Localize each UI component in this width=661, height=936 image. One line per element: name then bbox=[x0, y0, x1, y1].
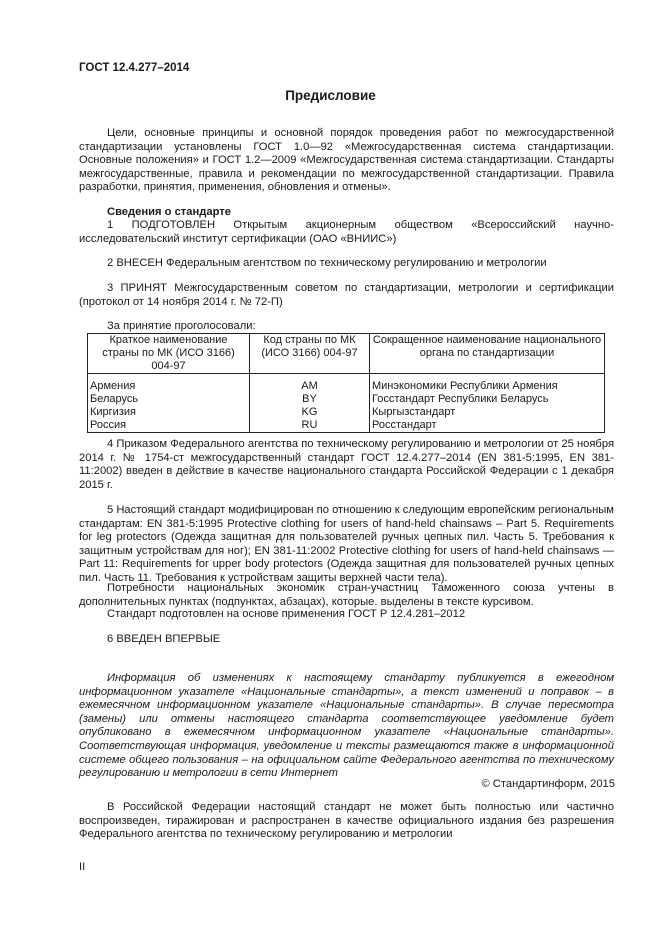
cell-body: Росстандарт bbox=[370, 419, 605, 433]
legal-notice: В Российской Федерации настоящий стандарт не может быть полностью или частично воспроизведен, тиражирован и распространен в качестве официального издания без разрешения Федерального агентства по техническому регулированию и метрологии bbox=[79, 801, 614, 841]
cell-body: Кыргызстандарт bbox=[370, 406, 605, 419]
votes-label: За принятие проголосовали: bbox=[107, 320, 256, 332]
header-country: Краткое наименование страны по МК (ИСО 3166) 004-97 bbox=[88, 334, 250, 374]
intro-paragraph: Цели, основные принципы и основной порядок проведения работ по межгосударственной стандартизации установлены ГОСТ 1.0—92 «Межгосударственная система стандартизации. Основные положения» и ГОСТ 1.2—2009 «Межгосударственная система стандартизации. Стандарты межгосударственные, правила и рекомендации по межгосударственной стандартизации. Правила разработки, принятия, применения, обновления и отмены». bbox=[79, 127, 614, 194]
table-row bbox=[88, 380, 605, 393]
votes-table bbox=[87, 333, 605, 433]
cell-body: Госстандарт Республики Беларусь bbox=[370, 393, 605, 406]
item-4: 4 Приказом Федерального агентства по техническому регулированию и метрологии от 25 ноября 2014 г. № 1754-ст межгосударственный стандарт ГОСТ 12.4.277–2014 (EN 381-5:1995, EN 381-11:2002) введен в действие в качестве национального стандарта Российской Федерации с 1 декабря 2015 г. bbox=[79, 438, 614, 491]
page-number: II bbox=[79, 861, 86, 873]
cell-code: BY bbox=[250, 393, 370, 406]
item-1: 1 ПОДГОТОВЛЕН Открытым акционерным обществом «Всероссийский научно-исследовательский институт сертификации (ОАО «ВНИИС») bbox=[79, 219, 614, 245]
table-row bbox=[88, 406, 605, 419]
table-row bbox=[88, 393, 605, 406]
document-code: ГОСТ 12.4.277–2014 bbox=[79, 62, 190, 74]
cell-code: KG bbox=[250, 406, 370, 419]
cell-code: AM bbox=[250, 380, 370, 393]
table-row bbox=[88, 419, 605, 433]
cell-country: Армения bbox=[88, 380, 250, 393]
item-5-basis: Стандарт подготовлен на основе применения ГОСТ Р 12.4.281–2012 bbox=[107, 608, 466, 620]
cell-country: Россия bbox=[88, 419, 250, 433]
notice-paragraph: Информация об изменениях к настоящему стандарту публикуется в ежегодном информационном указателе «Национальные стандарты», а текст изменений и поправок – в ежемесячном информационном указателе «Национальные стандарты». В случае пересмотра (замены) или отмены настоящего стандарта соответствующее уведомление будет опубликовано в ежемесячном информационном указателе «Национальные стандарты». Соответствующая информация, уведомление и тексты размещаются также в информационной системе общего пользования – на официальном сайте Федерального агентства по техническому регулированию и метрологии в сети Интернет bbox=[79, 672, 614, 780]
item-5: 5 Настоящий стандарт модифицирован по отношению к следующим европейским региональным стандартам: EN 381-5:1995 Protective clothing for users of hand-held chainsaws – Part 5. Requirements for leg protectors (Одежда защитная для пользователей ручных цепных пил. Часть 5. Требования к защитным устройствам для ног); EN 381-11:2002 Protective clothing for users of hand-held chainsaws — Part 11: Requirements for upper body protectors (Одежда защитная для пользователей ручных цепных пил. Часть 11. Требования к устройствам защиты верхней части тела). bbox=[79, 504, 614, 584]
cell-body: Минэкономики Республики Армения bbox=[370, 380, 605, 393]
page-title: Предисловие bbox=[285, 88, 376, 103]
about-heading: Сведения о стандарте bbox=[107, 206, 231, 218]
copyright: © Стандартинформ, 2015 bbox=[481, 778, 615, 790]
cell-country: Беларусь bbox=[88, 393, 250, 406]
cell-country: Киргизия bbox=[88, 406, 250, 419]
header-code: Код страны по МК (ИСО 3166) 004-97 bbox=[250, 334, 370, 374]
cell-code: RU bbox=[250, 419, 370, 433]
table-header-row bbox=[88, 334, 605, 374]
item-2: 2 ВНЕСЕН Федеральным агентством по техническому регулированию и метрологии bbox=[107, 257, 547, 269]
item-5-needs: Потребности национальных экономик стран-участниц Таможенного союза учтены в дополнительных пунктах (подпунктах, абзацах), которые. выделены в тексте курсивом. bbox=[79, 582, 614, 608]
header-body: Сокращенное наименование национального органа по стандартизации bbox=[370, 334, 605, 374]
item-6: 6 ВВЕДЕН ВПЕРВЫЕ bbox=[107, 633, 221, 645]
item-3: 3 ПРИНЯТ Межгосударственным советом по стандартизации, метрологии и сертификации (протокол от 14 ноября 2014 г. № 72-П) bbox=[79, 282, 614, 308]
